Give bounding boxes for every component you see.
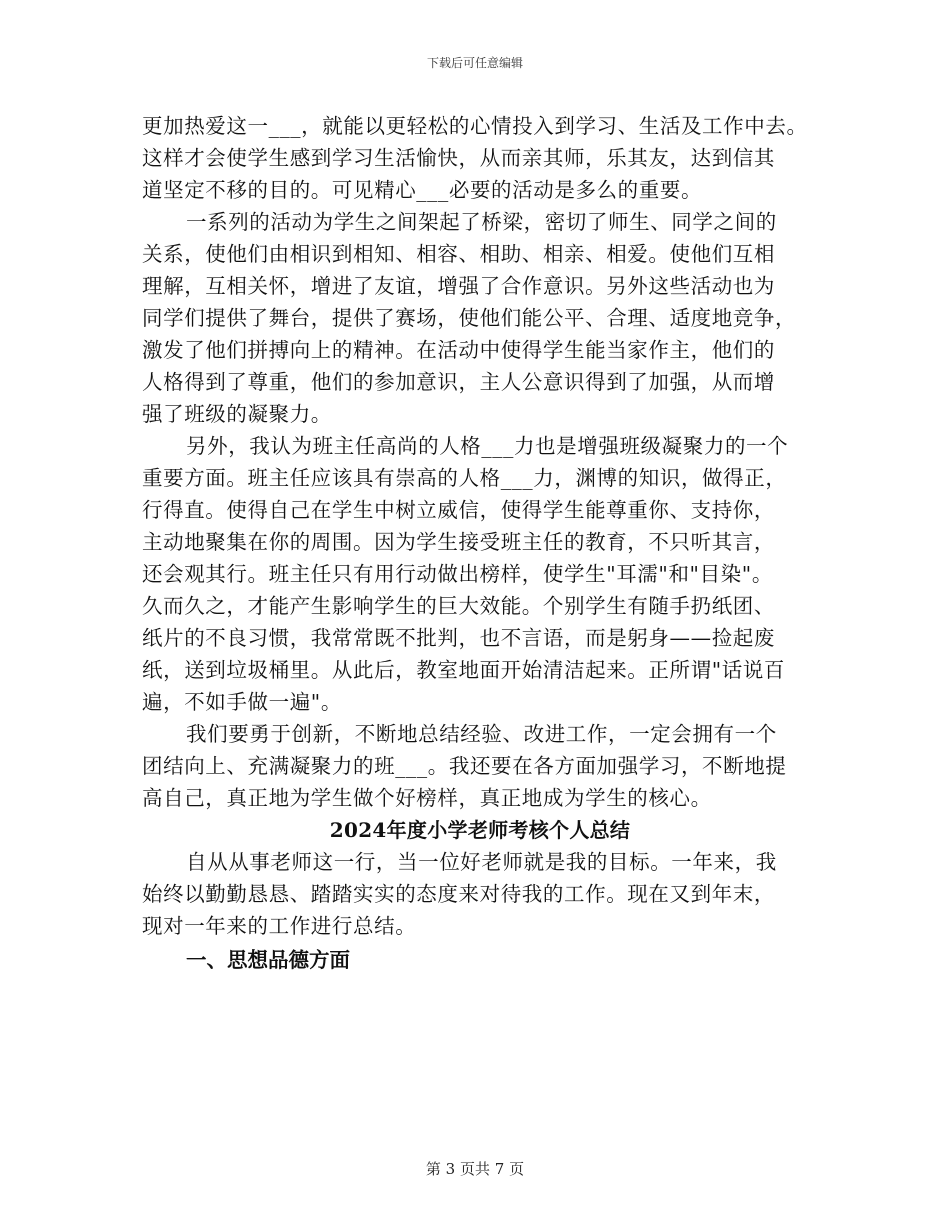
text-line: 还会观其行。班主任只有用行动做出榜样，使学生"耳濡"和"目染"。 xyxy=(142,562,773,586)
text-line: 高自己，真正地为学生做个好榜样，真正地成为学生的核心。 xyxy=(142,786,712,810)
text-line: 另外，我认为班主任高尚的人格___力也是增强班级凝聚力的一个 xyxy=(186,434,789,458)
text-line: 更加热爱这一___，就能以更轻松的心情投入到学习、生活及工作中去。 xyxy=(142,114,808,138)
text-line: 激发了他们拼搏向上的精神。在活动中使得学生能当家作主，他们的 xyxy=(142,338,775,362)
text-line: 团结向上、充满凝聚力的班___。我还要在各方面加强学习，不断地提 xyxy=(142,754,787,778)
document-body xyxy=(142,110,818,976)
section-title: 2024年度小学老师考核个人总结 xyxy=(329,818,631,842)
page-footer: 第 3 页共 7 页 xyxy=(425,1160,525,1178)
text-line: 重要方面。班主任应该具有崇高的人格___力，渊博的知识，做得正， xyxy=(142,466,787,490)
section-heading: 一、思想品德方面 xyxy=(186,948,350,972)
text-line: 人格得到了尊重，他们的参加意识，主人公意识得到了加强，从而增 xyxy=(142,370,775,394)
paragraph-1 xyxy=(142,110,818,206)
text-line: 纸，送到垃圾桶里。从此后，教室地面开始清洁起来。正所谓"话说百 xyxy=(142,658,786,682)
text-line: 理解，互相关怀，增进了友谊，增强了合作意识。另外这些活动也为 xyxy=(142,274,775,298)
text-line: 关系，使他们由相识到相知、相容、相助、相亲、相爱。使他们互相 xyxy=(142,242,775,266)
text-line: 一系列的活动为学生之间架起了桥梁，密切了师生、同学之间的 xyxy=(186,210,777,234)
paragraph-3 xyxy=(142,430,818,718)
text-line: 我们要勇于创新，不断地总结经验、改进工作，一定会拥有一个 xyxy=(186,722,777,746)
text-line: 主动地聚集在你的周围。因为学生接受班主任的教育，不只听其言， xyxy=(142,530,775,554)
text-line: 遍，不如手做一遍"。 xyxy=(142,690,342,714)
text-line: 强了班级的凝聚力。 xyxy=(142,402,332,426)
text-line: 现对一年来的工作进行总结。 xyxy=(142,914,417,938)
paragraph-5 xyxy=(142,846,818,942)
text-line: 这样才会使学生感到学习生活愉快，从而亲其师，乐其友，达到信其 xyxy=(142,146,775,170)
text-line: 纸片的不良习惯，我常常既不批判，也不言语，而是躬身——捡起废 xyxy=(142,626,775,650)
text-line: 同学们提供了舞台，提供了赛场，使他们能公平、合理、适度地竞争， xyxy=(142,306,797,330)
text-line: 久而久之，才能产生影响学生的巨大效能。个别学生有随手扔纸团、 xyxy=(142,594,775,618)
page-header: 下载后可任意编辑 xyxy=(426,56,523,70)
text-line: 道坚定不移的目的。可见精心___必要的活动是多么的重要。 xyxy=(142,178,703,202)
text-line: 自从从事老师这一行，当一位好老师就是我的目标。一年来，我 xyxy=(186,850,777,874)
text-line: 始终以勤勤恳恳、踏踏实实的态度来对待我的工作。现在又到年末， xyxy=(142,882,775,906)
paragraph-2 xyxy=(142,206,818,430)
paragraph-4 xyxy=(142,718,818,814)
text-line: 行得直。使得自己在学生中树立威信，使得学生能尊重你、支持你， xyxy=(142,498,775,522)
